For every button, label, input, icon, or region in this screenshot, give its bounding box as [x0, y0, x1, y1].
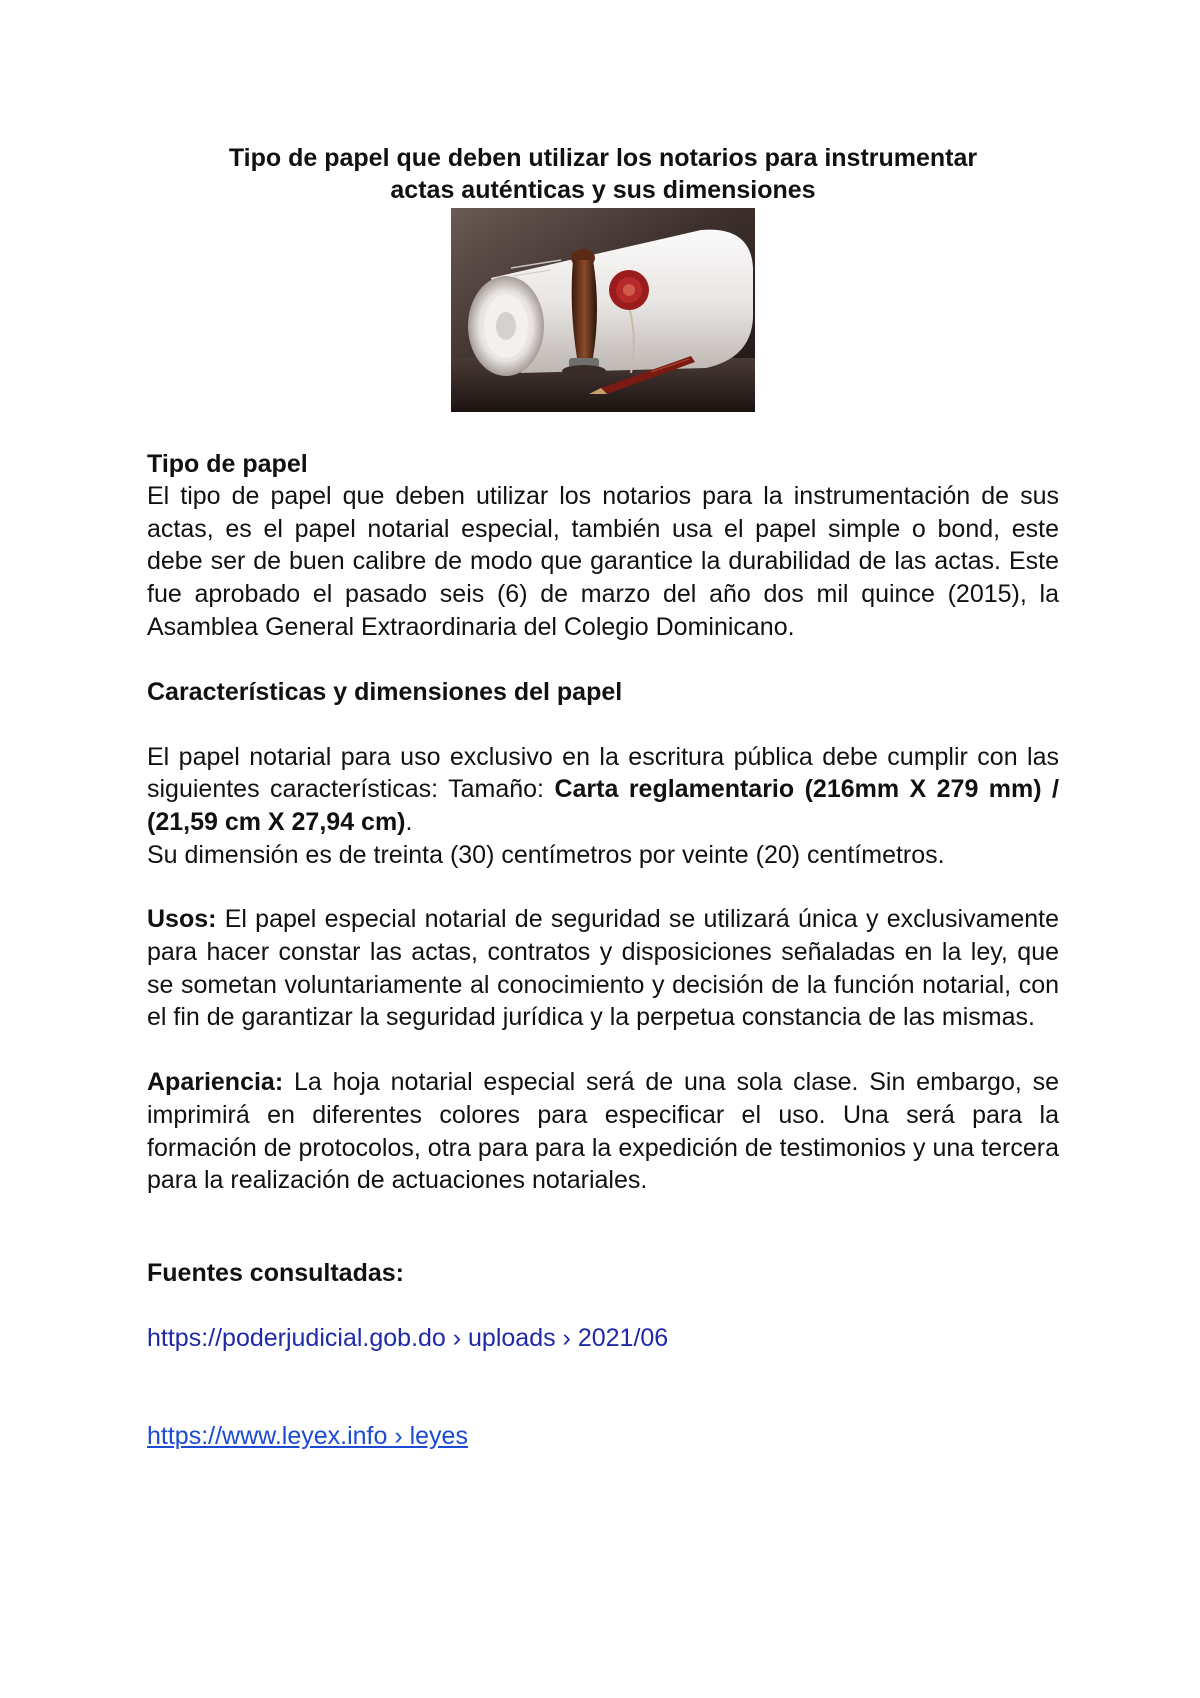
section-heading-tipo: Tipo de papel — [147, 450, 308, 478]
source-link-leyex[interactable]: https://www.leyex.info › leyes — [147, 1421, 468, 1450]
scroll-seal-photo-icon — [451, 208, 755, 412]
section-usos — [147, 903, 1059, 1034]
apariencia-body: La hoja notarial especial será de una sola clase. Sin embargo, se imprimirá en diferentes colores para especificar el uso. Una será para la formación de protocolos, otra para para la expedición de testimonios y una tercera para la realización de actuaciones notariales. — [147, 1068, 1059, 1195]
title-line-1: Tipo de papel que deben utilizar los notarios para instrumentar — [228, 144, 978, 172]
sources-heading: Fuentes consultadas: — [147, 1258, 404, 1287]
usos-body: El papel especial notarial de seguridad se utilizará única y exclusivamente para hacer constar las actas, contratos y disposiciones señaladas en la ley, que se sometan voluntariamente al conocimiento y decisión de la función notarial, con el fin de garantizar la seguridad jurídica y la perpetua constancia de las mismas. — [147, 905, 1059, 1032]
apariencia-label: Apariencia: — [147, 1068, 284, 1097]
usos-label: Usos: — [147, 905, 217, 934]
section-heading-caracteristicas: Características y dimensiones del papel — [147, 677, 623, 706]
paper-size-spec: Carta reglamentario (216mm X 279 mm) / (21,59 cm X 27,94 cm) — [147, 775, 1059, 836]
section-body-dimension: Su dimensión es de treinta (30) centímetros por veinte (20) centímetros. — [147, 840, 945, 869]
document-page — [147, 142, 1059, 1452]
section-apariencia — [147, 1066, 1059, 1197]
caracteristicas-period: . — [405, 807, 413, 836]
document-title — [147, 142, 1059, 206]
title-line-2: actas auténticas y sus dimensiones — [390, 176, 816, 204]
source-link-poderjudicial[interactable]: https://poderjudicial.gob.do › uploads › 2021/06 — [147, 1323, 669, 1352]
section-body-caracteristicas — [147, 741, 1059, 839]
section-body-tipo: El tipo de papel que deben utilizar los notarios para la instrumentación de sus actas, es el papel notarial especial, también usa el papel simple o bond, este debe ser de buen calibre de modo que garantice la durabilidad de las actas. Este fue aprobado el pasado seis (6) de marzo del año dos mil quince (2015), la Asamblea General Extraordinaria del Colegio Dominicano. — [147, 482, 1059, 641]
notary-scroll-photo — [451, 208, 755, 412]
caracteristicas-intro: El papel notarial para uso exclusivo en la escritura pública debe cumplir con las siguientes características: Tamaño: — [147, 742, 1059, 804]
